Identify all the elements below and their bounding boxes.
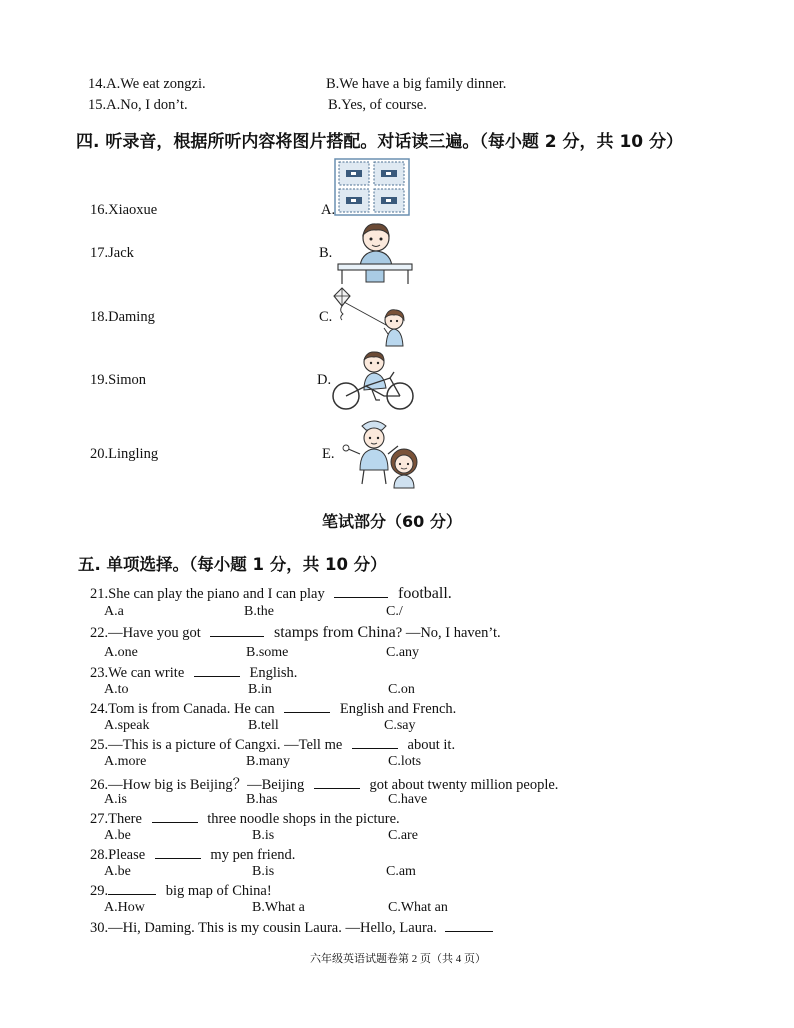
q22-option-b: B.some (246, 645, 289, 660)
match-name-16: 16.Xiaoxue (90, 202, 158, 218)
q24-option-c: C.say (384, 718, 416, 733)
q25-option-c: C.lots (388, 754, 422, 769)
question-stem-text: 22.—Have you got (90, 625, 201, 641)
q27-option-c: C.are (388, 828, 418, 843)
q24-option-a: A.speak (104, 718, 150, 733)
answer-blank[interactable] (210, 624, 264, 637)
question-stem-text: ? —No, I haven’t. (395, 625, 501, 641)
question-24-stem (90, 700, 456, 718)
q28-option-b: B.is (252, 864, 275, 879)
answer-blank[interactable] (155, 846, 201, 859)
q21-option-c: C./ (386, 604, 403, 619)
answer-blank[interactable] (284, 700, 330, 713)
question-stem-text: 30.—Hi, Daming. This is my cousin Laura. —Hello, Laura. (90, 920, 437, 936)
question-26-stem (90, 773, 558, 794)
picture-label-c: C. (319, 309, 333, 325)
boy-at-desk-picture (334, 220, 416, 286)
q15-option-b: B.Yes, of course. (328, 97, 427, 113)
answer-blank[interactable] (108, 882, 156, 895)
q14-option-b: B.We have a big family dinner. (326, 76, 507, 92)
answer-blank[interactable] (352, 736, 398, 749)
question-stem-text: football. (398, 585, 452, 602)
question-27-stem (90, 810, 400, 828)
q15-option-a: 15.A.No, I don’t. (88, 97, 188, 113)
question-stem-text: 23.We can write (90, 665, 185, 681)
q21-option-b: B.the (244, 604, 274, 619)
question-28-stem (90, 846, 295, 864)
q23-option-c: C.on (388, 682, 415, 697)
section4-heading: 四. 听录音，根据所听内容将图片搭配。对话读三遍。（每小题 2 分，共 10 分） (76, 132, 684, 152)
q26-option-c: C.have (388, 792, 428, 807)
question-stem-text: 25.—This is a picture of Cangxi. —Tell me (90, 737, 343, 753)
question-29-stem (90, 882, 272, 900)
picture-label-b: B. (319, 245, 333, 261)
page-footer: 六年级英语试题卷第 2 页（共 4 页） (310, 953, 486, 965)
question-stem-text: big map of China! (165, 883, 272, 899)
match-name-20: 20.Lingling (90, 446, 159, 462)
q23-option-b: B.in (248, 682, 272, 697)
q25-option-b: B.many (246, 754, 290, 769)
question-stem-text: 21.She can play the piano and I can play (90, 586, 325, 602)
picture-label-a: A. (321, 202, 336, 218)
question-stem-text: 24.Tom is from Canada. He can (90, 701, 275, 717)
question-stem-text: 27.There (90, 811, 142, 827)
question-stem-text: 29. (90, 883, 109, 899)
q24-option-b: B.tell (248, 718, 279, 733)
boy-riding-bike-picture (328, 350, 418, 412)
question-stem-text: stamps from China (274, 624, 396, 641)
question-22-stem (90, 624, 501, 642)
section5-heading: 五. 单项选择。（每小题 1 分，共 10 分） (78, 555, 387, 574)
question-21-stem (90, 585, 452, 603)
q26-option-b: B.has (246, 792, 278, 807)
question-25-stem (90, 736, 455, 754)
q22-option-c: C.any (386, 645, 420, 660)
question-30-stem (90, 919, 493, 937)
q29-option-c: C.What an (388, 900, 448, 915)
q14-option-a: 14.A.We eat zongzi. (88, 76, 206, 92)
match-name-19: 19.Simon (90, 372, 146, 388)
answer-blank[interactable] (314, 776, 360, 789)
match-name-17: 17.Jack (90, 245, 134, 261)
answer-blank[interactable] (445, 919, 493, 932)
q26-option-a: A.is (104, 792, 127, 807)
answer-blank[interactable] (334, 585, 388, 598)
q21-option-a: A.a (104, 604, 124, 619)
q22-option-a: A.one (104, 645, 138, 660)
picture-label-e: E. (322, 446, 335, 462)
match-name-18: 18.Daming (90, 309, 155, 325)
question-stem-text: English and French. (339, 701, 457, 717)
question-stem-text: got about twenty million people. (369, 777, 559, 793)
question-stem-text: my pen friend. (210, 847, 296, 863)
q23-option-a: A.to (104, 682, 129, 697)
written-part-heading: 笔试部分（60 分） (322, 512, 462, 531)
question-23-stem (90, 664, 297, 682)
q29-option-b: B.What a (252, 900, 305, 915)
picture-label-d: D. (317, 372, 332, 388)
stamps-picture (334, 158, 410, 216)
q25-option-a: A.more (104, 754, 147, 769)
girl-flying-kite-picture (330, 284, 416, 348)
question-stem-text: 26.—How big is Beijing？—Beijing (90, 777, 305, 793)
question-stem-text: English. (249, 665, 298, 681)
q28-option-c: C.am (386, 864, 416, 879)
answer-blank[interactable] (194, 664, 240, 677)
question-stem-text: about it. (407, 737, 456, 753)
answer-blank[interactable] (152, 810, 198, 823)
snowman-and-girl-picture (338, 418, 428, 490)
q27-option-a: A.be (104, 828, 131, 843)
q28-option-a: A.be (104, 864, 131, 879)
q29-option-a: A.How (104, 900, 145, 915)
question-stem-text: three noodle shops in the picture. (207, 811, 400, 827)
question-stem-text: 28.Please (90, 847, 146, 863)
q27-option-b: B.is (252, 828, 275, 843)
